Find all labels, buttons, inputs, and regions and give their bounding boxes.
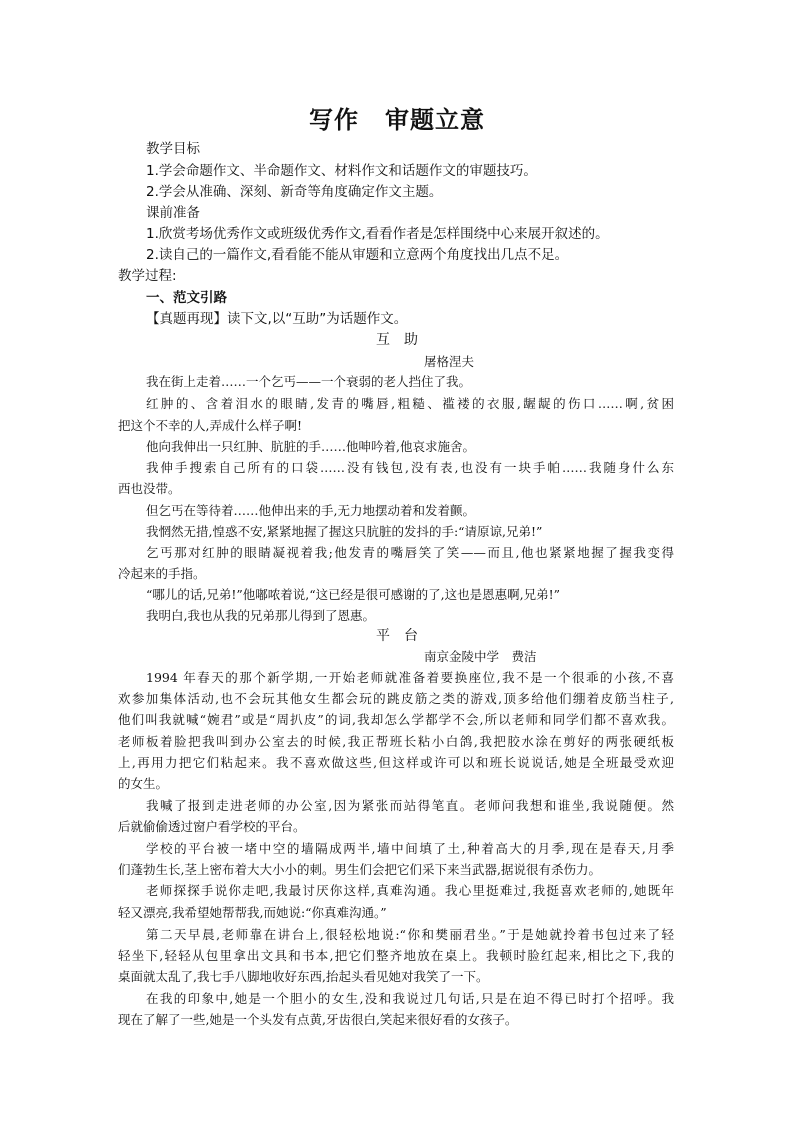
page-title [0,100,794,135]
process-heading: 教学过程: [118,268,177,284]
essay-line: 他们叫我就喊“婉君”或是“周扒皮”的词,我却怎么学都学不会,所以老师和同学们都不喜欢我。 [118,712,674,727]
goal-item-2: 2.学会从准确、深刻、新奇等角度确定作文主题。 [146,184,443,200]
essay-line: “哪儿的话,兄弟!”他嘟哝着说,“这已经是很可感谢的了,这也是恩惠啊,兄弟!” [146,587,561,602]
essay-line: 他向我伸出一只红肿、肮脏的手……他呻吟着,他哀求施舍。 [146,439,475,454]
essay-title-huzhu: 互 助 [376,332,418,348]
essay-line: 的女生。 [118,776,169,791]
essay-line: 欢参加集体活动,也不会玩其他女生都会玩的跳皮筋之类的游戏,顶多给他们绷着皮筋当柱子, [118,691,674,706]
essay-author: 屠格涅夫 [424,354,475,369]
prep-item-2: 2.读自己的一篇作文,看看能不能从审题和立意两个角度找出几点不足。 [146,247,569,263]
essay-line: 但乞丐在等待着……他伸出来的手,无力地摆动着和发着颤。 [146,503,475,518]
essay-line: 轻又漂亮,我希望她帮帮我,而她说:“你真难沟通。” [118,905,387,920]
essay-line: 轻坐下,轻轻从包里拿出文具和书本,把它们整齐地放在桌上。我顿时脸红起来,相比之下,我的 [118,948,674,963]
essay-line: 老师探探手说你走吧,我最讨厌你这样,真难沟通。我心里挺难过,我挺喜欢老师的,她既年 [146,883,674,898]
essay-line: 西也没带。 [118,481,181,496]
essay-line: 乞丐那对红肿的眼睛凝视着我;他发青的嘴唇笑了笑——而且,他也紧紧地握了握我变得 [146,545,674,560]
goal-item-1: 1.学会命题作文、半命题作文、材料作文和话题作文的审题技巧。 [146,163,537,179]
essay-line: 红肿的、含着泪水的眼睛,发青的嘴唇,粗糙、褴褛的衣服,龌龊的伤口……啊,贫困 [146,396,674,411]
title-part-topic: 审题立意 [385,106,485,134]
essay-line: 上,再用力把它们粘起来。我不喜欢做这些,但这样或许可以和班长说说话,她是全班最受欢迎 [118,755,674,770]
essay-line: 我惘然无措,惶惑不安,紧紧地握了握这只肮脏的发抖的手:“请原谅,兄弟!” [146,524,543,539]
title-part-writing: 写作 [309,106,359,134]
prep-heading: 课前准备 [146,205,200,221]
essay-line: 学校的平台被一堵中空的墙隔成两半,墙中间填了土,种着高大的月季,现在是春天,月季 [146,841,674,856]
prompt-line: 【真题再现】读下文,以“互助”为话题作文。 [146,311,408,327]
essay-line: 我明白,我也从我的兄弟那儿得到了恩惠。 [146,608,375,623]
section-heading: 一、范文引路 [146,290,227,306]
goals-heading: 教学目标 [146,141,200,157]
essay-line: 我在街上走着……一个乞丐——一个衰弱的老人挡住了我。 [146,374,472,389]
essay-line: 现在了解了一些,她是一个头发有点黄,牙齿很白,笑起来很好看的女孩子。 [118,1012,518,1027]
prep-item-1: 1.欣赏考场优秀作文或班级优秀作文,看看作者是怎样围绕中心来展开叙述的。 [146,226,609,242]
essay-line: 在我的印象中,她是一个胆小的女生,没和我说过几句话,只是在迫不得已时打个招呼。我 [146,991,674,1006]
essay-line: 老师板着脸把我叫到办公室去的时候,我正帮班长粘小白鸽,我把胶水涂在剪好的两张硬纸板 [118,734,674,749]
essay-line: 们蓬勃生长,茎上密布着大大小小的刺。男生们会把它们采下来当武器,据说很有杀伤力。 [118,862,601,877]
essay-line: 冷起来的手指。 [118,566,206,581]
essay-line: 我伸手搜索自己所有的口袋……没有钱包,没有表,也没有一块手帕……我随身什么东 [146,460,674,475]
essay-line: 我喊了报到走进老师的办公室,因为紧张而站得笔直。老师问我想和谁坐,我说随便。然 [146,798,674,813]
essay-line: 把这个不幸的人,弄成什么样子啊! [118,418,302,433]
essay-line: 桌面就太乱了,我七手八脚地收好东西,抬起头看见她对我笑了一下。 [118,969,489,984]
essay-line: 第二天早晨,老师靠在讲台上,很轻松地说:“你和樊丽君坐。”于是她就拎着书包过来了轻 [146,927,674,942]
essay-line: 后就偷偷透过窗户看学校的平台。 [118,819,306,834]
essay-author: 南京金陵中学 费洁 [424,649,537,664]
essay-title-pingtai: 平 台 [376,628,418,644]
essay-line: 1994 年春天的那个新学期,一开始老师就准备着要换座位,我不是一个很乖的小孩,不喜 [146,670,674,685]
